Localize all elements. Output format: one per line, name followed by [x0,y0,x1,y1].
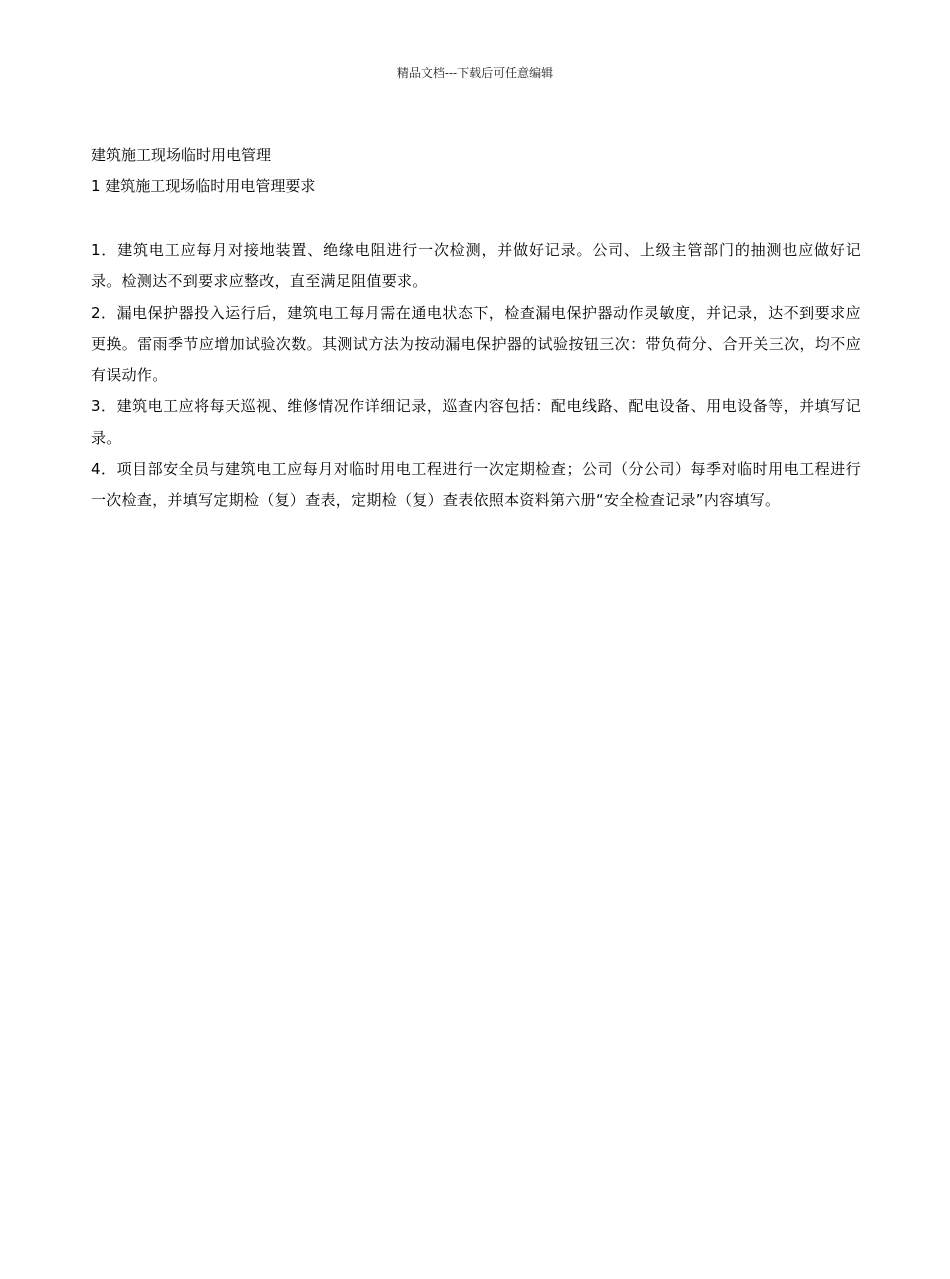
page-header: 精品文档---下载后可任意编辑 [396,66,554,80]
document-body [91,142,861,517]
paragraph-2: 2．漏电保护器投入运行后，建筑电工每月需在通电状态下，检查漏电保护器动作灵敏度，并记录，达不到要求应更换。雷雨季节应增加试验次数。其测试方法为按动漏电保护器的试验按钮三次：带负荷分、合开关三次，均不应有误动作。 [91,303,861,385]
document-title: 建筑施工现场临时用电管理 [91,146,272,164]
paragraph-3: 3．建筑电工应将每天巡视、维修情况作详细记录，巡查内容包括：配电线路、配电设备、用电设备等，并填写记录。 [91,397,861,447]
section-title: 1 建筑施工现场临时用电管理要求 [91,177,316,195]
paragraph-1: 1．建筑电工应每月对接地装置、绝缘电阻进行一次检测，并做好记录。公司、上级主管部门的抽测也应做好记录。检测达不到要求应整改，直至满足阻值要求。 [91,241,861,291]
section-spacer [91,199,861,235]
paragraph-4: 4．项目部安全员与建筑电工应每月对临时用电工程进行一次定期检查；公司（分公司）每季对临时用电工程进行一次检查，并填写定期检（复）查表，定期检（复）查表依照本资料第六册“安全检查记录”内容填写。 [91,460,861,510]
